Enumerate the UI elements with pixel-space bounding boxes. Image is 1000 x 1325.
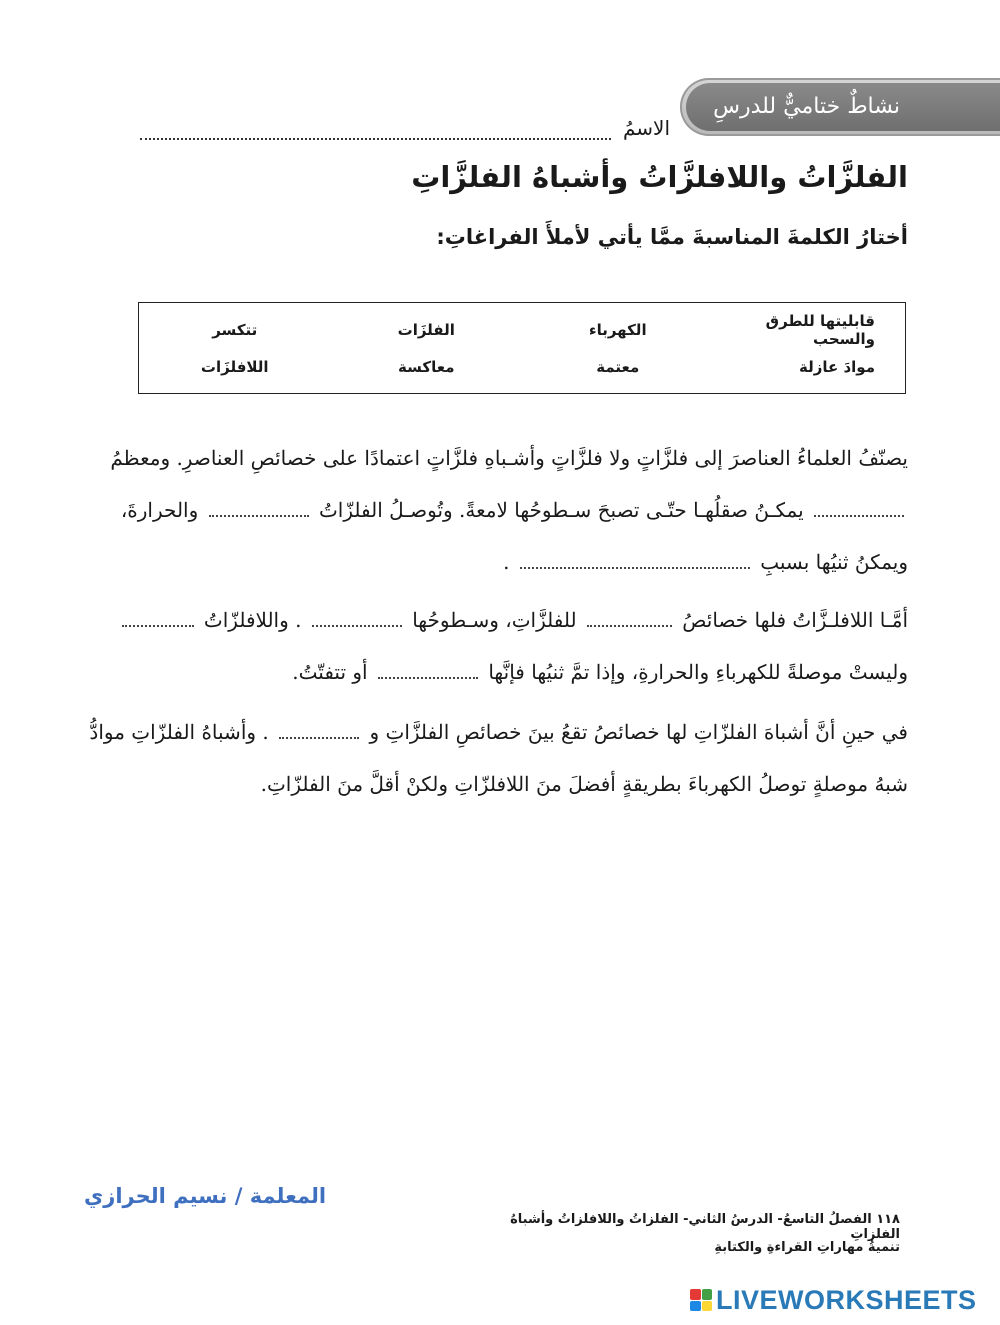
word-bank-item: الكهرباء: [588, 320, 647, 339]
word-bank-item: موادَ عازلة: [799, 357, 875, 376]
paragraph-text: في حينِ أنَّ أشباهَ الفلزّاتِ لها خصائصُ تقعُ بينَ خصائصِ الفلزَّاتِ و: [369, 720, 908, 744]
brand-text: LIVEWORKSHEETS: [716, 1284, 977, 1315]
blank-input[interactable]: [378, 659, 478, 679]
paragraph-line: [120, 484, 908, 536]
footer-subtitle: تنميةُ مهاراتِ القراءةِ والكتابةِ: [714, 1240, 900, 1255]
paragraph-line: [140, 646, 908, 698]
paragraph-text: ويمكنُ ثنيُها بسببِ: [760, 550, 908, 574]
paragraph-text: للفلزَّاتِ، وسـطوحُها: [412, 608, 577, 632]
paragraph-line: شبهُ موصلةٍ توصلُ الكهرباءَ بطريقةٍ أفضلَ منَ اللافلزّاتِ ولكنْ أقلَّ منَ الفلزّاتِ.: [260, 772, 908, 796]
paragraph-text: أمَّـا اللافلـزَّاتُ فلها خصائصُ: [682, 608, 908, 632]
name-label: الاسمُ: [622, 116, 670, 140]
paragraph-text: أو تتفتّتُ.: [292, 660, 368, 684]
word-bank-item: قابليتها للطرق والسحب: [765, 311, 875, 348]
instruction: أختارُ الكلمةَ المناسبةَ ممَّا يأتي لأملأَ الفراغاتِ:: [436, 225, 908, 249]
paragraph-text: . وأشباهُ الفلزّاتِ موادُّ: [89, 720, 269, 744]
paragraph-text: . واللافلزّاتُ: [203, 608, 302, 632]
paragraph-metals: [110, 432, 908, 588]
section-tab-label: نشاطٌ ختاميٌّ للدرسِ: [686, 83, 1000, 131]
word-bank-item: اللافلزَات: [200, 357, 269, 376]
brand[interactable]: [690, 1284, 977, 1316]
teacher-name: المعلمة / نسيم الحرازي: [84, 1184, 327, 1208]
brand-logo-icon: [690, 1289, 712, 1311]
page-title: الفلزَّاتُ واللافلزَّاتُ وأشباهُ الفلزَّاتِ: [411, 160, 908, 194]
paragraph-line: يصنّفُ العلماءُ العناصرَ إلى فلزَّاتٍ ولا فلزَّاتٍ وأشـباهِ فلزَّاتٍ اعتمادًا على خصائصِ العناصرِ. ومعظمُ: [110, 446, 908, 470]
paragraph-text: والحرارةَ،: [120, 498, 199, 522]
blank-input[interactable]: [814, 497, 904, 517]
paragraph-nonmetals: [140, 594, 908, 698]
blank-input[interactable]: [520, 549, 750, 569]
blank-input[interactable]: [122, 607, 194, 627]
blank-input[interactable]: [312, 607, 402, 627]
word-bank-item: الفلزَات: [397, 320, 455, 339]
blank-input[interactable]: [209, 497, 309, 517]
paragraph-line: [140, 536, 908, 588]
word-bank: [138, 302, 906, 394]
word-bank-item: معتمة: [596, 357, 640, 376]
paragraph-metalloids: [89, 706, 908, 810]
paragraph-line: [89, 706, 908, 758]
paragraph-line: [140, 594, 908, 646]
word-bank-item: تتكسر: [212, 320, 258, 339]
paragraph-text: يمكـنُ صقلُهـا حتّـى تصبحَ سـطوحُها لامعةً. وتُوصـلُ الفلزّاتُ: [318, 498, 804, 522]
name-input[interactable]: [140, 116, 611, 140]
paragraph-text: .: [503, 550, 510, 574]
footer-chapter: ١١٨ الفصلُ التاسعُ- الدرسُ الثاني- الفلزاتُ واللافلزاتُ وأشباهُ الفلزاتِ: [510, 1212, 900, 1242]
blank-input[interactable]: [279, 719, 359, 739]
section-tab: [680, 78, 1000, 136]
name-row: [140, 100, 670, 140]
blank-input[interactable]: [587, 607, 672, 627]
word-bank-item: معاكسة: [398, 357, 455, 376]
paragraph-text: وليستْ موصلةً للكهرباءِ والحرارةِ، وإذا تمَّ ثنيُها فإنَّها: [488, 660, 908, 684]
